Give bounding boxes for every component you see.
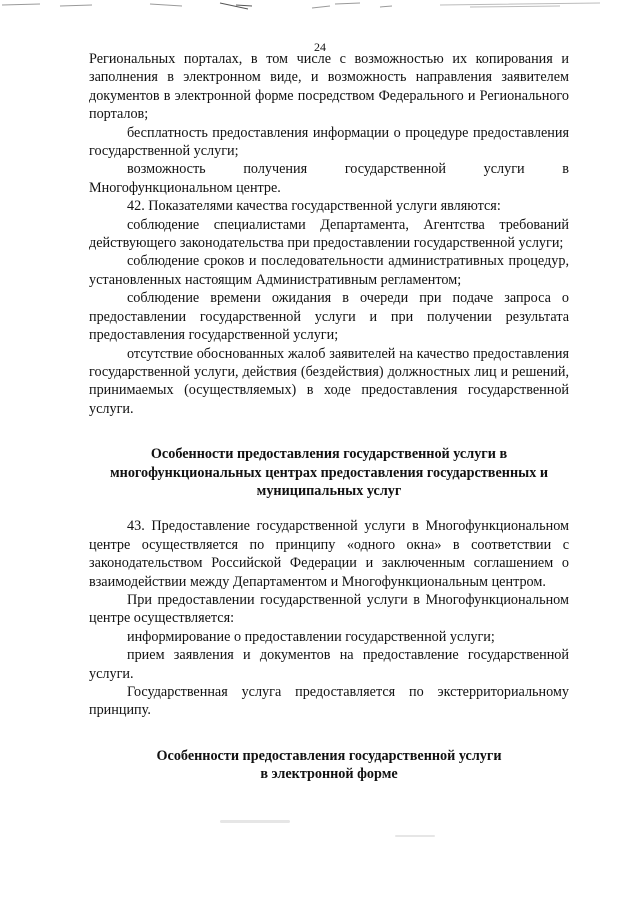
scan-smudge (395, 835, 435, 837)
paragraph: 43. Предоставление государственной услуги в Многофункциональном центре осуществляется по принципу «одного окна» в соответствии с законодательством Российской Федерации и заключенным соглашением о взаимодействии между Департаментом и Многофункциональным центром. (89, 518, 569, 590)
paragraph: При предоставлении государственной услуги в Многофункциональном центре осуществляется: (89, 591, 569, 627)
paragraph: 42. Показателями качества государственной услуги являются: (127, 198, 501, 215)
paragraph: соблюдение времени ожидания в очереди при подаче запроса о предоставлении государственной услуги и при получении результата предоставления государственной услуги; (89, 290, 569, 344)
paragraph: Государственная услуга предоставляется по экстерриториальному принципу. (89, 684, 569, 719)
paragraph: возможность получения государственной услуги в Многофункциональном центре. (89, 161, 569, 196)
document-body (89, 50, 569, 784)
scan-smudge (220, 820, 290, 823)
paragraph: соблюдение сроков и последовательности административных процедур, установленных настоящим Административным регламентом; (89, 253, 569, 288)
heading-line: многофункциональных центрах предоставления государственных и (109, 464, 549, 481)
paragraph: бесплатность предоставления информации о процедуре предоставления государственной услуги; (89, 124, 569, 160)
paragraph: информирование о предоставлении государственной услуги; (127, 628, 495, 645)
heading-line: муниципальных услуг (256, 482, 402, 499)
scan-noise (0, 0, 640, 14)
paragraph: отсутствие обоснованных жалоб заявителей на качество предоставления государственной услуги, действия (бездействия) должностных лиц и решений, принимаемых (осуществляемых) в ходе предоставления государственной услуги. (89, 345, 569, 417)
heading-line: Особенности предоставления государственной услуги (156, 747, 502, 764)
paragraph: прием заявления и документов на предоставление государственной услуги. (89, 647, 569, 682)
section-heading-electronic (89, 747, 569, 784)
paragraph: Региональных порталах, в том числе с возможностью их копирования и заполнения в электронном виде, и возможность направления заявителем документов в электронной форме посредством Федерального и Регионального порталов; (89, 51, 569, 123)
paragraph: соблюдение специалистами Департамента, Агентства требований действующего законодательства при предоставлении государственной услуги; (89, 216, 569, 252)
heading-line: в электронной форме (260, 766, 398, 783)
section-heading-mfc (89, 445, 569, 500)
heading-line: Особенности предоставления государственной услуги в (150, 446, 508, 463)
page-number: 24 (314, 40, 326, 54)
